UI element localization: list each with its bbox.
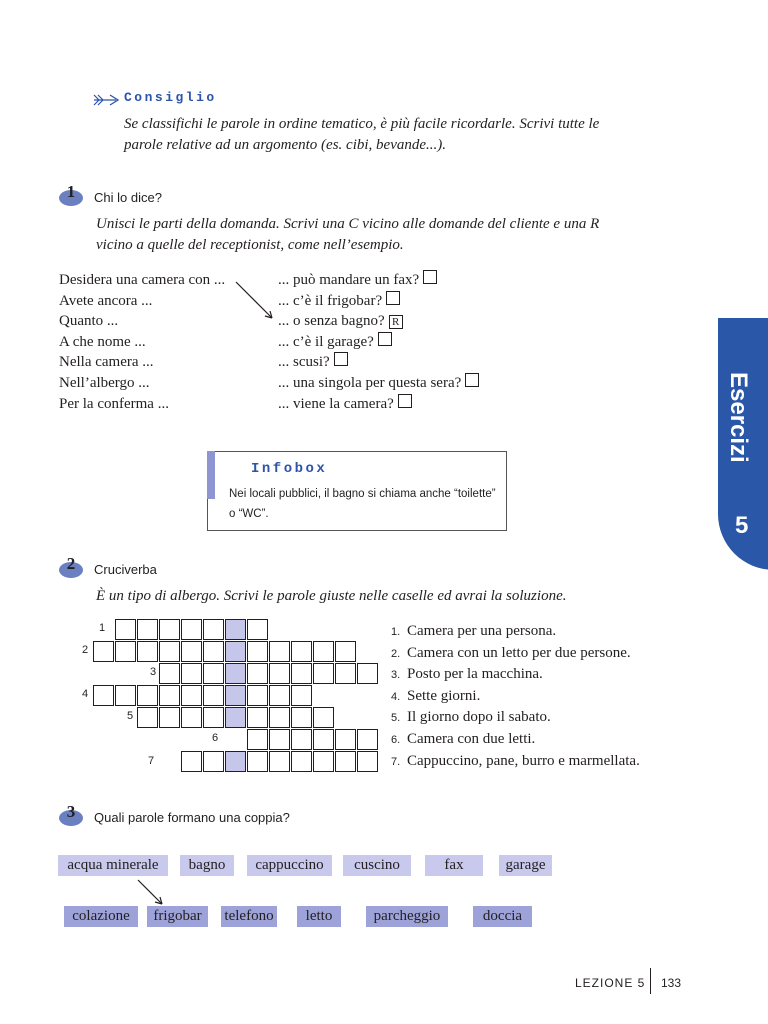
crossword-cell[interactable] (269, 751, 290, 772)
word-chip[interactable]: cuscino (343, 855, 411, 876)
answer-checkbox[interactable] (334, 352, 348, 366)
crossword-cell[interactable] (159, 641, 180, 662)
question-start: A che nome ... (59, 333, 146, 350)
question-start: Desidera una camera con ... (59, 272, 226, 288)
exercise-instruction: Unisci le parti della domanda. Scrivi una C vicino alle domande del cliente e una R vicino a quelle del receptionist, come nell’esempio. (96, 216, 600, 253)
crossword-cell[interactable] (247, 751, 268, 772)
crossword-solution-cell[interactable] (225, 641, 246, 662)
crossword-cell[interactable] (247, 729, 268, 750)
crossword-cell[interactable] (335, 729, 356, 750)
crossword-cell[interactable] (291, 751, 312, 772)
word-chip[interactable]: frigobar (147, 906, 208, 927)
chapter-tab-label: Esercizi (725, 372, 752, 463)
exercise-instruction: È un tipo di albergo. Scrivi le parole giuste nelle caselle ed avrai la soluzione. (96, 588, 567, 604)
crossword-cell[interactable] (269, 663, 290, 684)
crossword-solution-cell[interactable] (225, 685, 246, 706)
clue-item: 6. Camera con due letti. (391, 730, 536, 747)
footer-divider (650, 968, 651, 994)
crossword-cell[interactable] (269, 707, 290, 728)
crossword-row-number: 7 (148, 755, 155, 767)
question-start: Nell’albergo ... (59, 374, 150, 391)
example-arrow-icon (134, 876, 168, 910)
word-chip[interactable]: letto (297, 906, 341, 927)
crossword-cell[interactable] (313, 729, 334, 750)
word-chip[interactable]: telefono (221, 906, 277, 927)
answer-checkbox[interactable] (398, 394, 412, 408)
crossword-cell[interactable] (93, 685, 114, 706)
crossword-row-number: 4 (82, 688, 89, 700)
crossword-cell[interactable] (291, 729, 312, 750)
question-end: ... c’è il garage? (278, 332, 479, 353)
crossword-cell[interactable] (247, 641, 268, 662)
chapter-tab-number: 5 (735, 512, 749, 539)
question-end: ... viene la camera? (278, 394, 479, 415)
clue-item: 2. Camera con un letto per due persone. (391, 644, 631, 661)
exercise-number-badge: 2 (59, 562, 83, 578)
crossword-cell[interactable] (181, 707, 202, 728)
exercise-title: Quali parole formano una coppia? (94, 810, 290, 825)
example-arrow-icon (230, 278, 280, 328)
crossword-cell[interactable] (247, 685, 268, 706)
clue-item: 5. Il giorno dopo il sabato. (391, 709, 551, 726)
clue-item: 1. Camera per una persona. (391, 623, 557, 639)
answer-checkbox[interactable] (465, 373, 479, 387)
crossword-cell[interactable] (357, 729, 378, 750)
crossword-cell[interactable] (203, 685, 224, 706)
consiglio-text: Se classifichi le parole in ordine tematico, è più facile ricordarle. Scrivi tutte le parole relative ad un argomento (es. cibi, bevande...). (124, 116, 600, 153)
question-end: ... c’è il frigobar? (278, 291, 479, 312)
crossword-cell[interactable] (291, 641, 312, 662)
crossword-cell[interactable] (335, 663, 356, 684)
answer-checkbox[interactable] (386, 291, 400, 305)
crossword-cell[interactable] (291, 685, 312, 706)
word-chip[interactable]: colazione (64, 906, 138, 927)
crossword-cell[interactable] (269, 685, 290, 706)
answer-checkbox[interactable] (378, 332, 392, 346)
question-ends-column (278, 270, 479, 414)
crossword-cell[interactable] (115, 619, 136, 640)
crossword-row-number: 6 (212, 732, 219, 744)
crossword-clues (391, 621, 640, 772)
infobox-title: Infobox (251, 461, 328, 477)
crossword-cell[interactable] (159, 707, 180, 728)
lesson-label: LEZIONE 5 (575, 976, 646, 990)
crossword-row-number: 5 (127, 710, 134, 722)
answer-checkbox[interactable]: R (389, 315, 403, 329)
answer-checkbox[interactable] (423, 270, 437, 284)
crossword-cell[interactable] (115, 641, 136, 662)
crossword-cell[interactable] (313, 641, 334, 662)
question-start: Avete ancora ... (59, 292, 153, 309)
crossword-cell[interactable] (203, 663, 224, 684)
question-end: ... scusi? (278, 352, 479, 373)
crossword-cell[interactable] (247, 663, 268, 684)
crossword-cell[interactable] (181, 663, 202, 684)
crossword-cell[interactable] (115, 685, 136, 706)
crossword-cell[interactable] (357, 663, 378, 684)
word-chip[interactable]: acqua minerale (58, 855, 168, 876)
question-end: ... può mandare un fax? (278, 270, 479, 291)
word-chip[interactable]: bagno (180, 855, 234, 876)
word-chip[interactable]: parcheggio (366, 906, 448, 927)
consiglio-title: Consiglio (124, 90, 217, 105)
crossword-cell[interactable] (159, 685, 180, 706)
crossword-cell[interactable] (335, 641, 356, 662)
crossword-cell[interactable] (247, 707, 268, 728)
question-start: Nella camera ... (59, 354, 154, 371)
crossword-cell[interactable] (159, 619, 180, 640)
crossword-cell[interactable] (269, 641, 290, 662)
clue-item: 4. Sette giorni. (391, 687, 481, 704)
crossword-row-number: 3 (150, 666, 157, 678)
question-start: Per la conferma ... (59, 395, 169, 412)
crossword-cell[interactable] (313, 707, 334, 728)
crossword-cell[interactable] (203, 707, 224, 728)
crossword-cell[interactable] (159, 663, 180, 684)
crossword-cell[interactable] (203, 751, 224, 772)
crossword-cell[interactable] (269, 729, 290, 750)
infobox-accent-bar (207, 451, 215, 499)
word-chip[interactable]: cappuccino (247, 855, 332, 876)
crossword-cell[interactable] (313, 663, 334, 684)
feather-arrow-icon (92, 93, 120, 107)
crossword-cell[interactable] (335, 751, 356, 772)
word-chip[interactable]: garage (499, 855, 552, 876)
crossword-cell[interactable] (181, 685, 202, 706)
crossword-cell[interactable] (137, 685, 158, 706)
crossword-solution-cell[interactable] (225, 751, 246, 772)
crossword-solution-cell[interactable] (225, 707, 246, 728)
crossword-cell[interactable] (93, 641, 114, 662)
crossword-solution-cell[interactable] (225, 619, 246, 640)
crossword-cell[interactable] (203, 619, 224, 640)
clue-item: 7. Cappuccino, pane, burro e marmellata. (391, 752, 640, 769)
crossword-cell[interactable] (291, 707, 312, 728)
crossword-cell[interactable] (137, 707, 158, 728)
crossword-cell[interactable] (137, 641, 158, 662)
crossword-row-number: 2 (82, 644, 89, 656)
exercise-title: Chi lo dice? (94, 190, 162, 205)
crossword-cell[interactable] (203, 641, 224, 662)
crossword-cell[interactable] (181, 619, 202, 640)
exercise-title: Cruciverba (94, 562, 157, 577)
clue-item: 3. Posto per la macchina. (391, 666, 543, 683)
crossword-row-number: 1 (99, 622, 106, 634)
question-starts-column (59, 270, 225, 414)
crossword-cell[interactable] (313, 751, 334, 772)
crossword-cell[interactable] (137, 619, 158, 640)
infobox-text: Nei locali pubblici, il bagno si chiama anche “toilette” o “WC”. (229, 488, 496, 520)
crossword-solution-cell[interactable] (225, 663, 246, 684)
exercise-number-badge: 1 (59, 190, 83, 206)
question-end: ... o senza bagno? R (278, 311, 479, 332)
page-number: 133 (661, 976, 682, 990)
crossword-cell[interactable] (181, 641, 202, 662)
exercise-number-badge: 3 (59, 810, 83, 826)
word-chip[interactable]: fax (425, 855, 483, 876)
word-chip[interactable]: doccia (473, 906, 532, 927)
crossword-cell[interactable] (291, 663, 312, 684)
crossword-cell[interactable] (357, 751, 378, 772)
question-end: ... una singola per questa sera? (278, 373, 479, 394)
crossword-cell[interactable] (247, 619, 268, 640)
question-start: Quanto ... (59, 313, 119, 330)
crossword-cell[interactable] (181, 751, 202, 772)
